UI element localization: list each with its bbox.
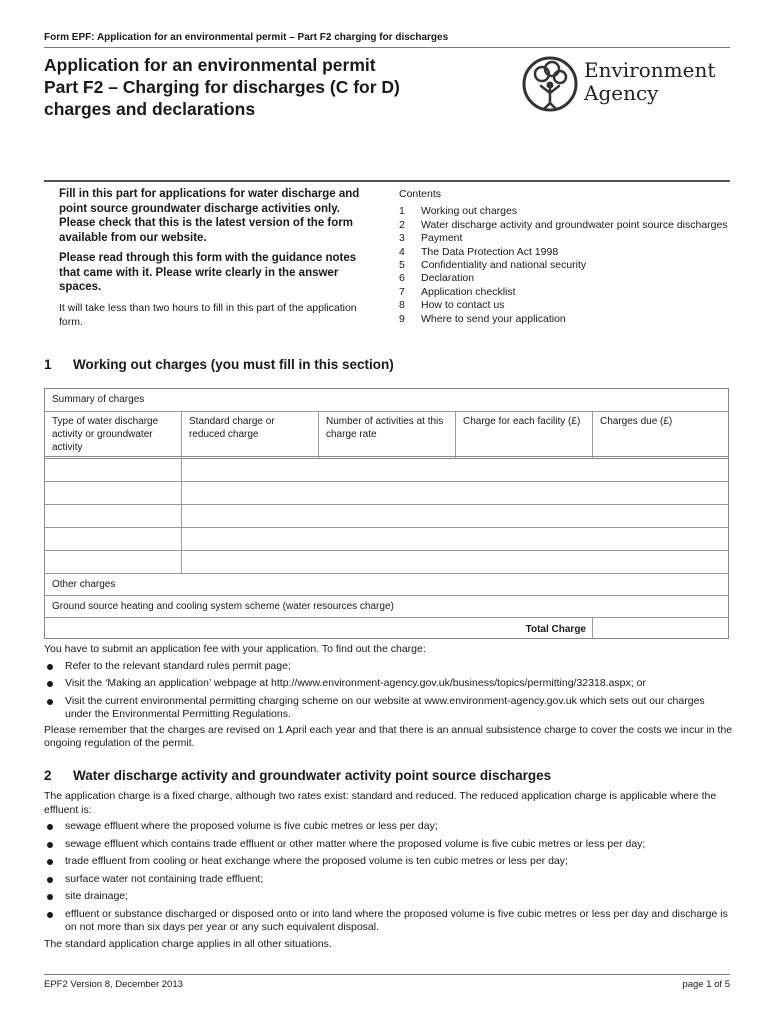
charges-revision-note: Please remember that the charges are revised on 1 April each year and that there is an annual subsistence charge to cover the costs we incur in the ongoing regulation of the permit.: [44, 723, 733, 749]
section-1-body: [44, 643, 734, 751]
tree-figure-icon: [522, 55, 578, 113]
intro-paragraph-3: It will take less than two hours to fill in this part of the application form.: [59, 301, 357, 328]
list-item: Visit the current environmental permitting charging scheme on our website at www.environment-agency.gov.uk which sets out our charges under the Environmental Permitting Regulations.: [44, 695, 734, 722]
intro-paragraph-2: Please read through this form with the guidance notes that came with it. Please write clearly in the answer spaces.: [59, 252, 357, 293]
header-rule: [44, 47, 730, 48]
contents-item[interactable]: 4 The Data Protection Act 1998: [399, 245, 559, 258]
contents-item[interactable]: 7 Application checklist: [399, 285, 516, 298]
list-item: site drainage;: [44, 890, 734, 904]
other-charges-label: Other charges: [52, 579, 116, 590]
title-line-1: Application for an environmental permit: [44, 55, 376, 75]
table-row[interactable]: [45, 482, 181, 504]
title-line-3: charges and declarations: [44, 99, 256, 119]
charges-table: [44, 388, 729, 639]
col-header-charge-each: Charge for each facility (£): [463, 416, 581, 427]
table-row[interactable]: [45, 528, 181, 550]
reduced-charge-list: [44, 820, 734, 935]
list-item: Refer to the relevant standard rules permit page;: [44, 660, 734, 674]
total-charge-label: Total Charge: [525, 624, 586, 635]
form-reference: Form EPF: Application for an environmental permit – Part F2 charging for discharges: [44, 32, 449, 43]
footer-version: EPF2 Version 8, December 2013: [44, 979, 183, 990]
col-header-activity-count: Number of activities at this charge rate: [326, 416, 444, 440]
list-item: sewage effluent which contains trade effluent or other matter where the proposed volume is five cubic metres or less per day;: [44, 838, 734, 852]
list-item: surface water not containing trade effluent;: [44, 873, 734, 887]
contents-item[interactable]: 1 Working out charges: [399, 205, 518, 218]
list-item: Visit the ‘Making an application’ webpage at http://www.environment-agency.gov.uk/business/topics/permitting/32318.aspx; or: [44, 677, 734, 691]
col-header-activity-type: Type of water discharge activity or groundwater activity: [52, 416, 159, 453]
intro-paragraph-1: Fill in this part for applications for water discharge and point source groundwater discharge activities only. Please check that this is the latest version of the form available from our website.: [59, 188, 360, 244]
col-header-charge-type: Standard charge or reduced charge: [189, 416, 275, 440]
contents-item[interactable]: 3 Payment: [399, 232, 463, 245]
footer-page-number: page 1 of 5: [682, 979, 730, 990]
list-item: sewage effluent where the proposed volume is five cubic metres or less per day;: [44, 820, 734, 834]
title-line-2: Part F2 – Charging for discharges (C for D): [44, 77, 400, 97]
fee-bullet-list: [44, 660, 734, 722]
list-item: effluent or substance discharged or disposed onto or into land where the proposed volume is five cubic metres or less per day and discharge is on not more than six days per year or any such equivalent disposal.: [44, 908, 734, 935]
section-2-intro: The application charge is a fixed charge, although two rates exist: standard and reduced. The reduced application charge is applicable where the effluent is:: [44, 790, 717, 816]
list-item: trade effluent from cooling or heat exchange where the proposed volume is ten cubic metres or less per day;: [44, 855, 734, 869]
table-row[interactable]: [45, 551, 181, 573]
logo-wordmark: [584, 59, 715, 105]
section-1-heading: 1 Working out charges (you must fill in this section): [44, 357, 394, 372]
standard-charge-note: The standard application charge applies in all other situations.: [44, 937, 332, 950]
contents-item[interactable]: 2 Water discharge activity and groundwater point source discharges: [399, 218, 728, 231]
fee-intro: You have to submit an application fee with your application. To find out the charge:: [44, 643, 426, 655]
logo-line-2: Agency: [584, 81, 659, 105]
table-row[interactable]: [45, 505, 181, 527]
col-header-charges-due: Charges due (£): [600, 416, 673, 427]
contents-item[interactable]: 8 How to contact us: [399, 299, 505, 312]
intro-text: [59, 187, 379, 336]
table-row[interactable]: [45, 459, 181, 481]
page-title: [44, 54, 504, 120]
contents-list: [399, 188, 729, 326]
section-2-body: [44, 790, 734, 951]
contents-item[interactable]: 6 Declaration: [399, 272, 475, 285]
contents-title: Contents: [399, 188, 442, 200]
logo-line-1: Environment: [584, 58, 716, 82]
environment-agency-logo: [522, 55, 732, 115]
table-caption: Summary of charges: [52, 394, 145, 405]
ground-source-label: Ground source heating and cooling system scheme (water resources charge): [52, 601, 394, 612]
section-2-heading: 2 Water discharge activity and groundwater activity point source discharges: [44, 768, 552, 783]
contents-item[interactable]: 9 Where to send your application: [399, 312, 566, 325]
contents-item[interactable]: 5 Confidentiality and national security: [399, 259, 587, 272]
footer-rule: [44, 974, 730, 975]
